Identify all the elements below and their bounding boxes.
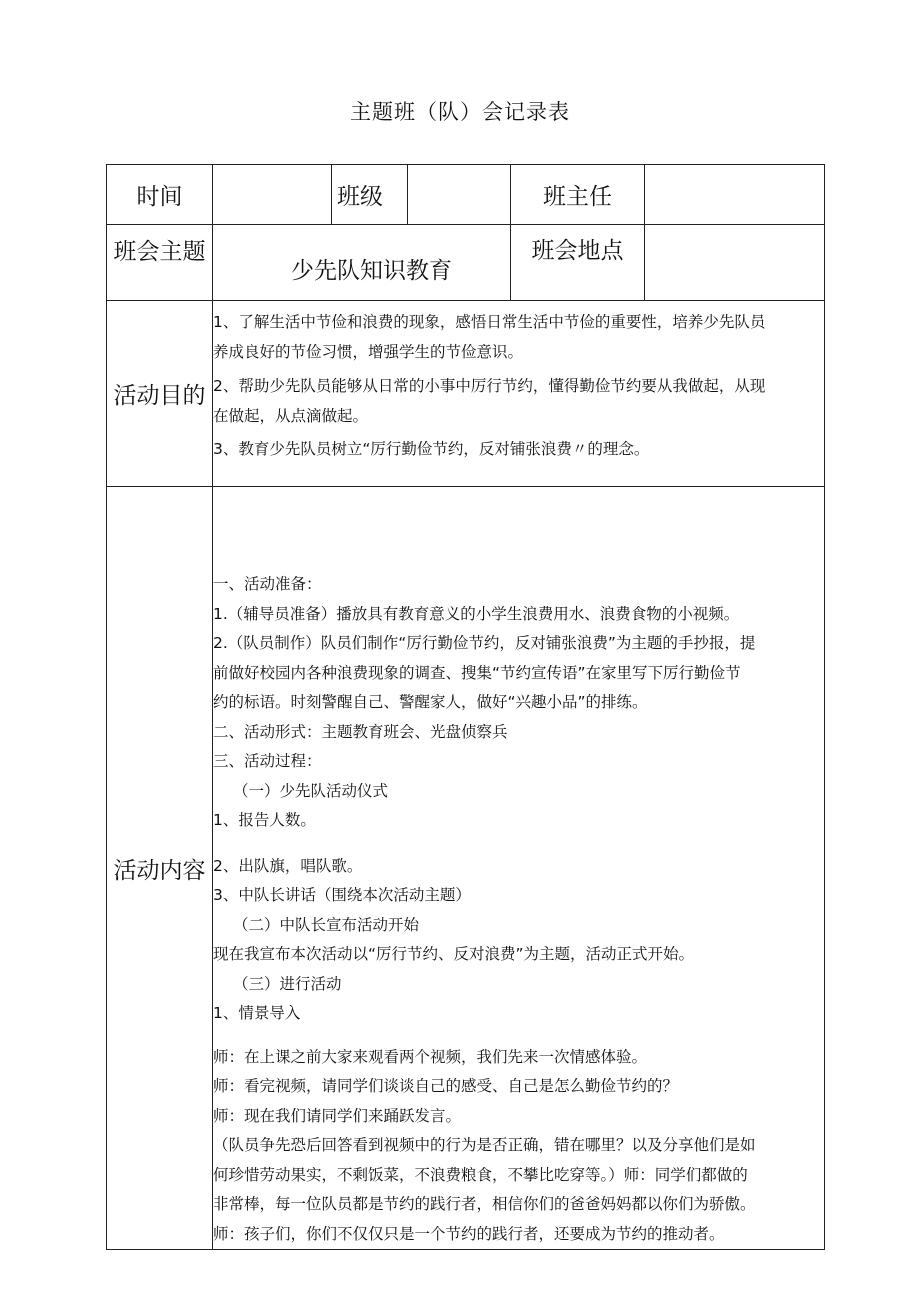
teacher-label: 班主任 — [511, 165, 645, 225]
content-line: 三、活动过程： — [213, 752, 322, 770]
content-line: 前做好校园内各种浪费现象的调查、搜集“节约宣传语”在家里写下厉行勤俭节 — [213, 663, 741, 682]
content-label: 活动内容 — [107, 487, 213, 1250]
content-line: （三）进行活动 — [233, 974, 342, 993]
time-label: 时间 — [107, 165, 213, 225]
theme-label: 班会主题 — [107, 225, 213, 301]
class-label: 班级 — [332, 165, 408, 225]
content-line: 何珍惜劳动果实，不剩饭菜，不浪费粮食，不攀比吃穿等。）师：同学们都做的 — [213, 1165, 748, 1184]
content-line: 1、报告人数。 — [213, 811, 316, 829]
content-line: （队员争先恐后回答看到视频中的行为是否正确，错在哪里？以及分享他们是如 — [213, 1136, 756, 1154]
time-value[interactable] — [213, 165, 332, 225]
purpose-line: 养成良好的节俭习惯，增强学生的节俭意识。 — [213, 342, 524, 361]
content-line: （一）少先队活动仪式 — [233, 781, 389, 800]
content-line: 师：现在我们请同学们来踊跃发言。 — [213, 1106, 462, 1125]
record-table — [106, 164, 825, 1250]
purpose-label: 活动目的 — [107, 301, 213, 487]
purpose-content — [213, 301, 825, 487]
content-body — [213, 487, 825, 1250]
content-line: 2、出队旗，唱队歌。 — [213, 856, 363, 875]
content-line: 1.（辅导员准备）播放具有教育意义的小学生浪费用水、浪费食物的小视频。 — [213, 604, 740, 623]
purpose-line: 1、了解生活中节俭和浪费的现象，感悟日常生活中节俭的重要性，培养少先队员 — [213, 313, 766, 331]
content-line: 师：孩子们，你们不仅仅只是一个节约的践行者，还要成为节约的推动者。 — [213, 1224, 725, 1243]
purpose-line: 2、帮助少先队员能够从日常的小事中厉行节约，懂得勤俭节约要从我做起，从现 — [213, 377, 766, 395]
content-line: 3、中队长讲话（围绕本次活动主题） — [213, 886, 471, 904]
purpose-line: 在做起，从点滴做起。 — [213, 406, 369, 425]
content-line: 师：看完视频，请同学们谈谈自己的感受、自己是怎么勤俭节约的？ — [213, 1077, 679, 1095]
place-label: 班会地点 — [511, 225, 645, 301]
content-line: 师：在上课之前大家来观看两个视频，我们先来一次情感体验。 — [213, 1047, 648, 1066]
content-line: 2.（队员制作）队员们制作“厉行勤俭节约，反对铺张浪费”为主题的手抄报，提 — [213, 634, 756, 652]
class-value[interactable] — [408, 165, 511, 225]
content-line: 1、情景导入 — [213, 1004, 301, 1022]
content-line: 二、活动形式：主题教育班会、光盘侦察兵 — [213, 722, 508, 741]
purpose-line: 3、教育少先队员树立“厉行勤俭节约，反对铺张浪费〃的理念。 — [213, 440, 650, 458]
content-line: 现在我宣布本次活动以“厉行节约、反对浪费”为主题，活动正式开始。 — [213, 945, 695, 963]
page-title: 主题班（队）会记录表 — [350, 100, 570, 124]
content-line: 非常棒，每一位队员都是节约的践行者，相信你们的爸爸妈妈都以你们为骄傲。 — [213, 1195, 756, 1213]
teacher-value[interactable] — [645, 165, 825, 225]
place-value[interactable] — [645, 225, 825, 301]
content-line: （二）中队长宣布活动开始 — [233, 915, 420, 934]
content-line: 一、活动准备： — [213, 575, 322, 593]
theme-value: 少先队知识教育 — [213, 225, 511, 301]
content-line: 约的标语。时刻警醒自己、警醒家人，做好“兴趣小品”的排练。 — [213, 693, 648, 711]
